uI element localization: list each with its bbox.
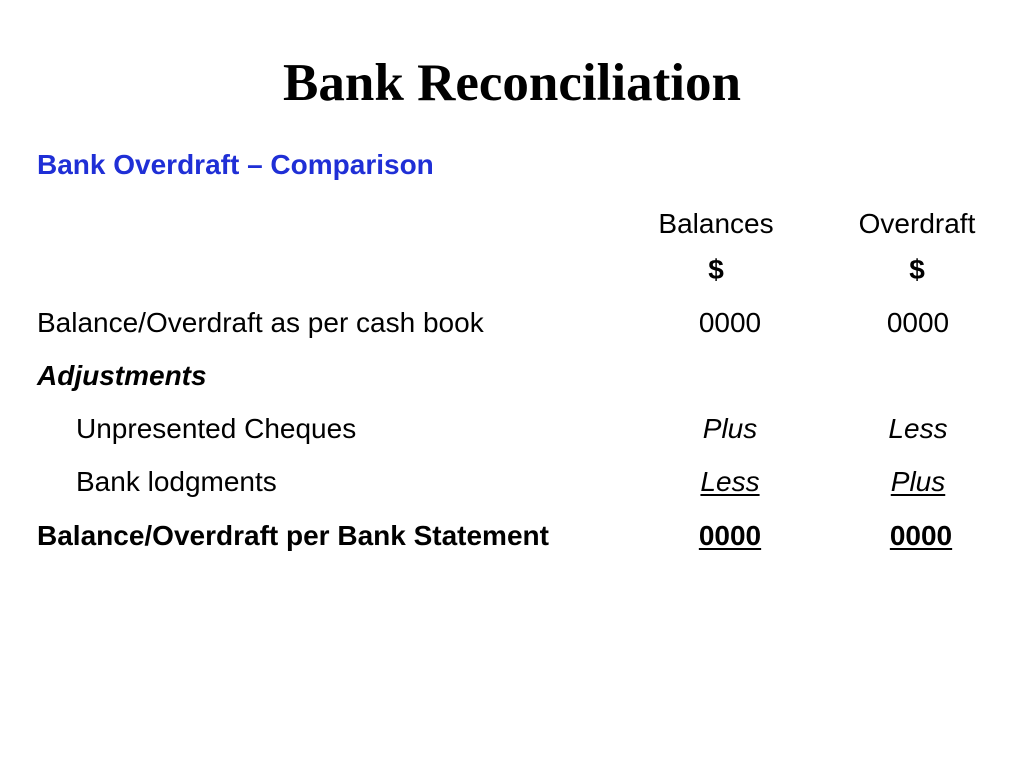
row-cash-book-overdraft: 0000	[886, 307, 950, 338]
row-bank-lodgments-overdraft-cell	[854, 465, 982, 499]
column-header-balances: Balances	[658, 208, 774, 239]
row-bank-statement-balances: 0000	[698, 520, 762, 551]
row-label-bank-lodgments: Bank lodgments	[76, 466, 277, 497]
column-unit-overdraft: $	[909, 254, 925, 285]
row-label-unpresented-cheques: Unpresented Cheques	[76, 413, 357, 444]
row-bank-lodgments-balances-cell	[668, 465, 792, 499]
row-bank-lodgments-overdraft: Plus	[890, 466, 946, 497]
slide-title: Bank Reconciliation	[283, 54, 741, 112]
row-unpresented-cheques-overdraft: Less	[888, 413, 948, 444]
row-cash-book-balances: 0000	[698, 307, 762, 338]
row-label-adjustments: Adjustments	[37, 360, 207, 391]
row-bank-lodgments-balances: Less	[700, 466, 760, 497]
row-label-bank-statement: Balance/Overdraft per Bank Statement	[37, 520, 549, 551]
column-header-overdraft: Overdraft	[858, 208, 976, 239]
row-bank-statement-overdraft-cell	[854, 519, 982, 553]
column-unit-balances: $	[708, 254, 724, 285]
slide-subtitle: Bank Overdraft – Comparison	[37, 149, 434, 180]
row-label-cash-book: Balance/Overdraft as per cash book	[37, 307, 484, 338]
row-bank-statement-overdraft: 0000	[889, 520, 953, 551]
row-unpresented-cheques-balances: Plus	[702, 413, 758, 444]
row-bank-statement-balances-cell	[668, 519, 792, 553]
